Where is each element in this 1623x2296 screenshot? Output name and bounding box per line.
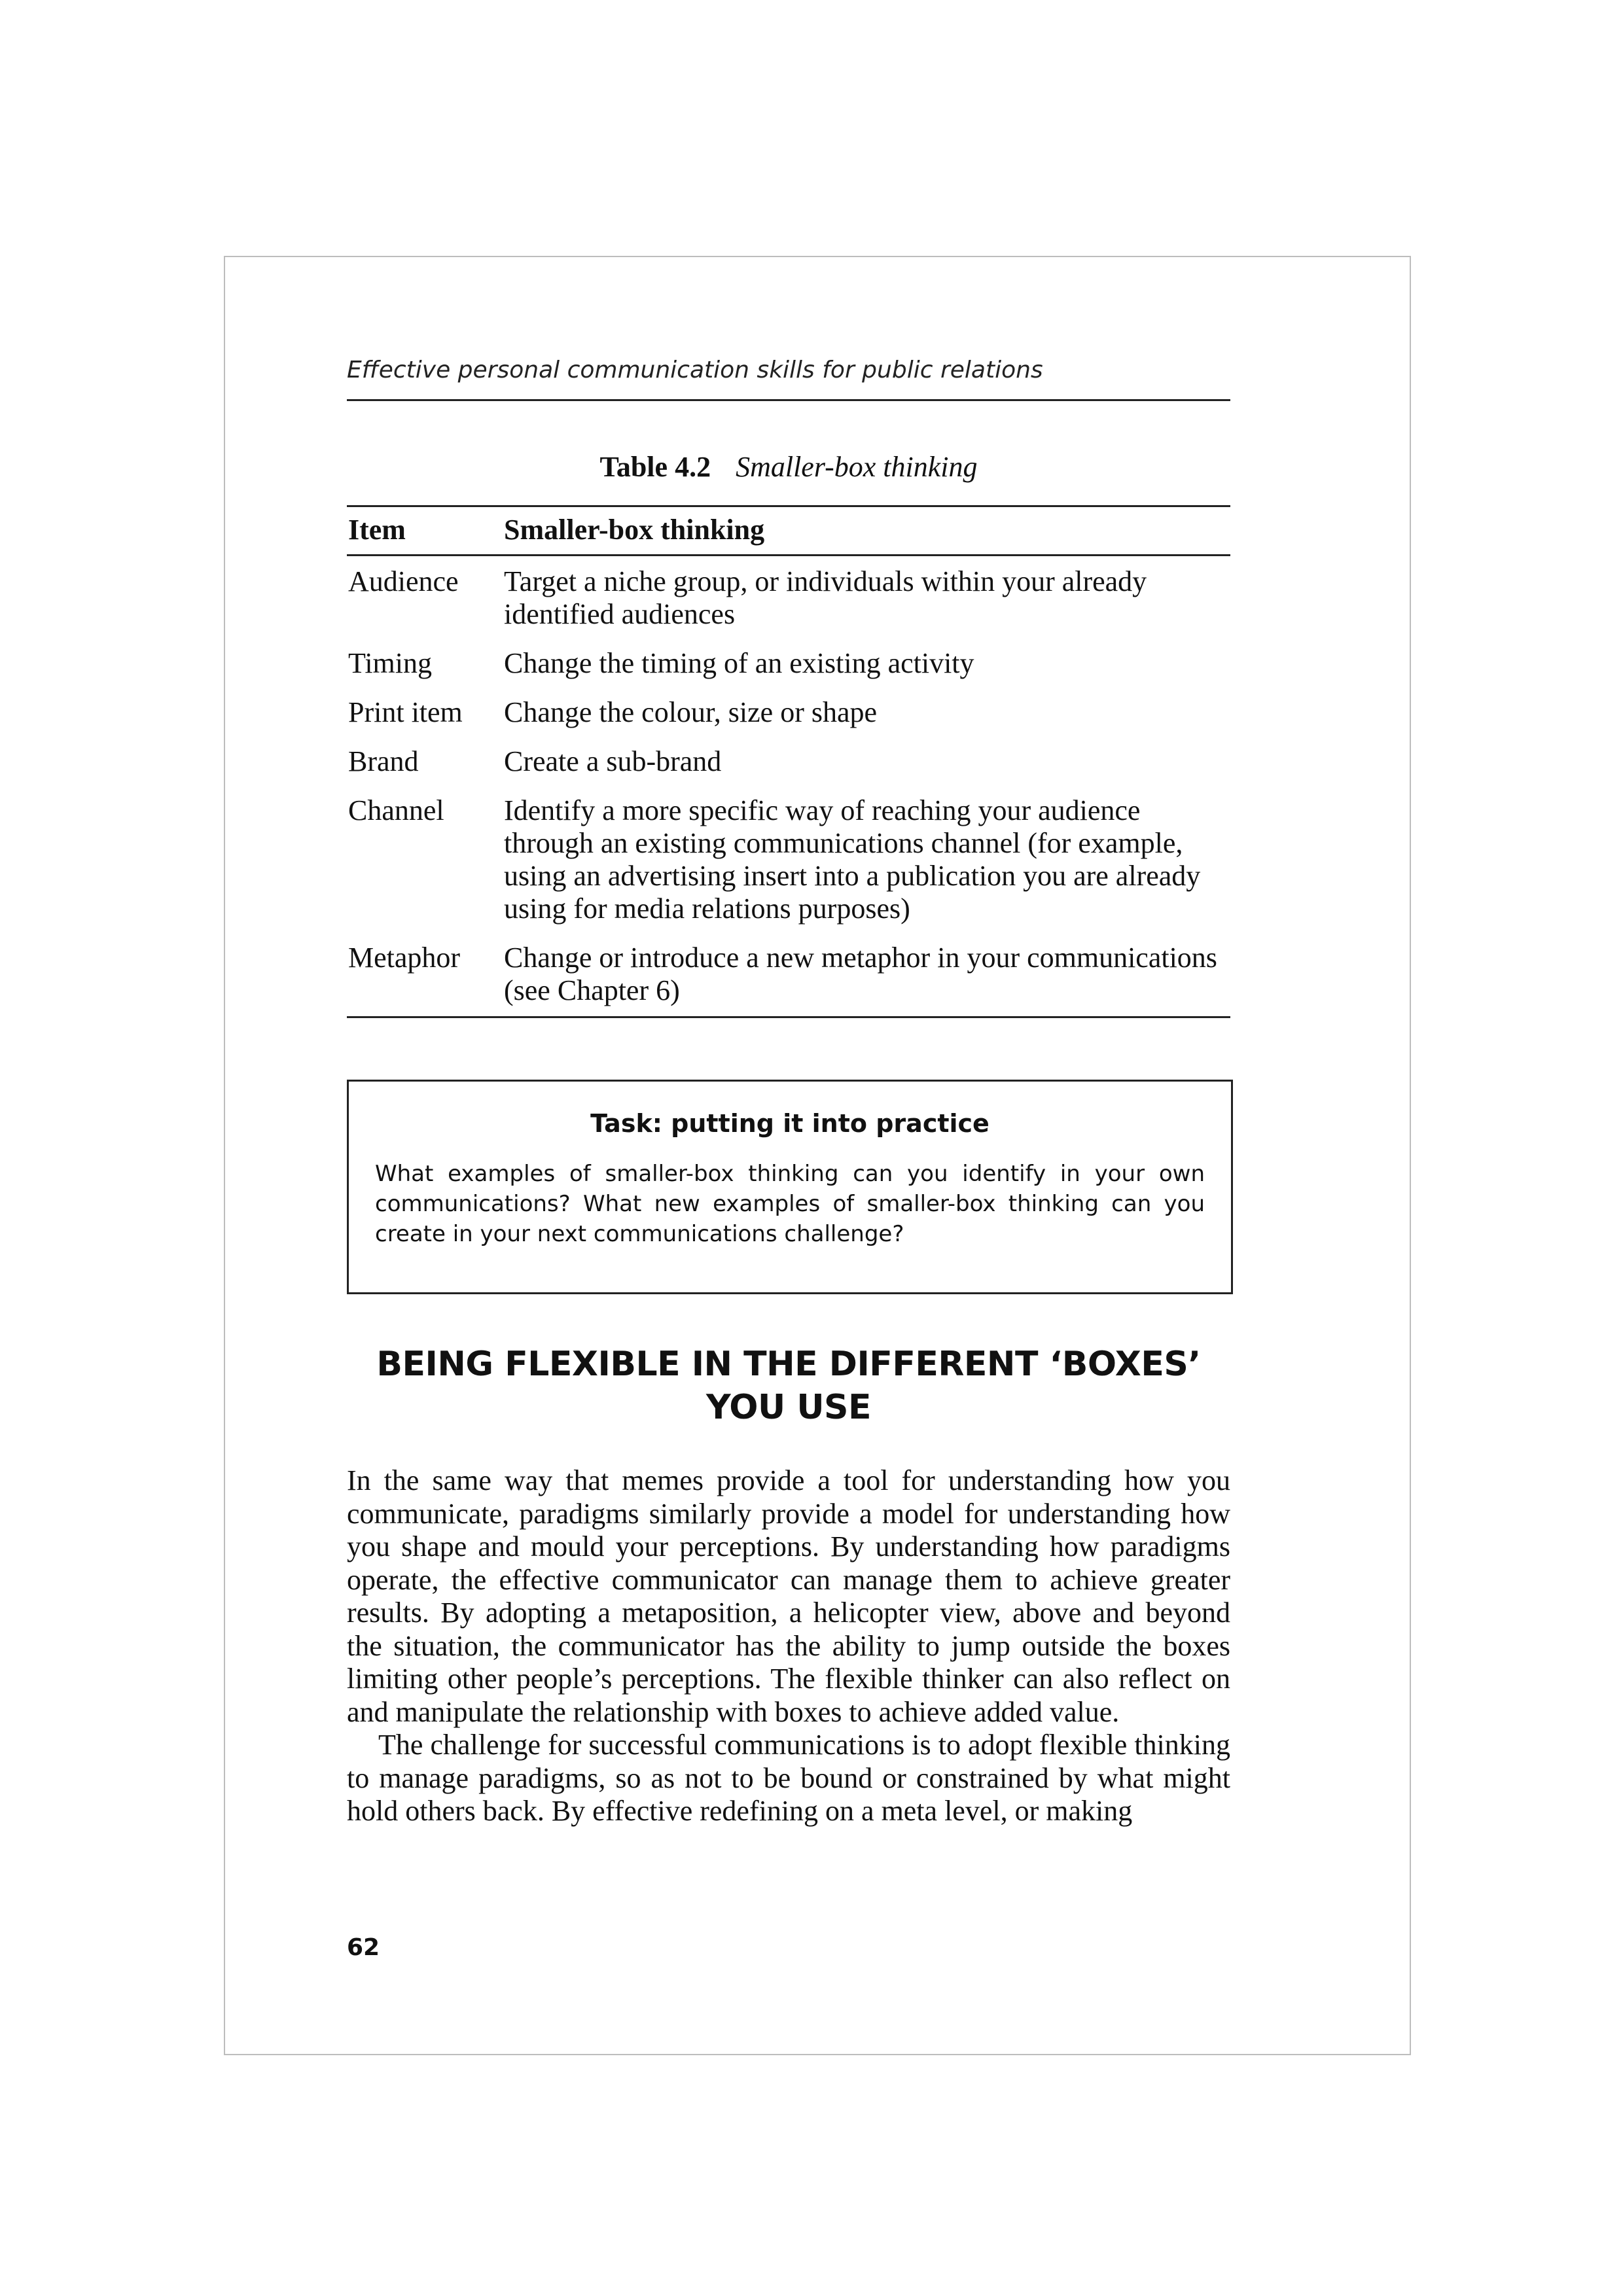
table-row (347, 794, 1230, 942)
section-heading-line-2: YOU USE (705, 1388, 872, 1427)
column-header-item: Item (348, 514, 406, 546)
table-header-row (347, 506, 1230, 556)
page-number: 62 (347, 1934, 380, 1961)
task-box (347, 1080, 1233, 1294)
row-text: Identify a more specific way of reaching your audience through an existing communications channel (for example, using an advertising insert into a publication you are already using for media relations purposes) (504, 794, 1201, 925)
table-container (347, 505, 1230, 1018)
row-item: Brand (348, 745, 419, 777)
row-item: Print item (348, 696, 463, 728)
row-text: Create a sub-brand (504, 745, 722, 777)
table-caption (347, 450, 1230, 484)
table-row (347, 556, 1230, 648)
body-paragraph: The challenge for successful communications is to adopt flexible thinking to manage paradigms, so as not to be bound or constrained by what might hold others back. By effective redefining on a meta level, or making (347, 1729, 1230, 1827)
body-paragraph: In the same way that memes provide a tool for understanding how you communicate, paradigms similarly provide a model for understanding how you shape and mould your perceptions. By understanding how paradigms operate, the effective communicator can manage them to achieve greater results. By adopting a metaposition, a helicopter view, above and beyond the situation, the communicator has the ability to jump outside the boxes limiting other people’s perceptions. The flexible thinker can also reflect on and manipulate the relationship with boxes to achieve added value. (347, 1464, 1230, 1728)
row-text: Change the timing of an existing activity (504, 647, 974, 679)
row-item: Audience (348, 565, 459, 597)
table-number: Table 4.2 (599, 451, 711, 483)
table-row (347, 647, 1230, 696)
row-text: Target a niche group, or individuals within your already identified audiences (504, 565, 1147, 630)
task-body: What examples of smaller-box thinking can you identify in your own communications? What new examples of smaller-box thinking can you create in your next communications challenge? (375, 1161, 1205, 1247)
row-text: Change or introduce a new metaphor in your communications (see Chapter 6) (504, 942, 1217, 1006)
row-item: Channel (348, 794, 444, 826)
row-item: Metaphor (348, 942, 461, 974)
body-text (347, 1464, 1230, 1828)
table-row (347, 942, 1230, 1017)
section-heading-line-1: BEING FLEXIBLE IN THE DIFFERENT ‘BOXES’ (376, 1345, 1201, 1384)
column-header-thinking: Smaller-box thinking (504, 514, 765, 546)
running-head: Effective personal communication skills for public relations (347, 353, 1230, 401)
row-text: Change the colour, size or shape (504, 696, 878, 728)
smaller-box-table (347, 505, 1230, 1018)
row-item: Timing (348, 647, 433, 679)
table-row (347, 745, 1230, 794)
table-row (347, 696, 1230, 745)
task-title: Task: putting it into practice (590, 1109, 990, 1138)
section-heading (347, 1343, 1230, 1429)
table-title: Smaller-box thinking (736, 451, 978, 483)
